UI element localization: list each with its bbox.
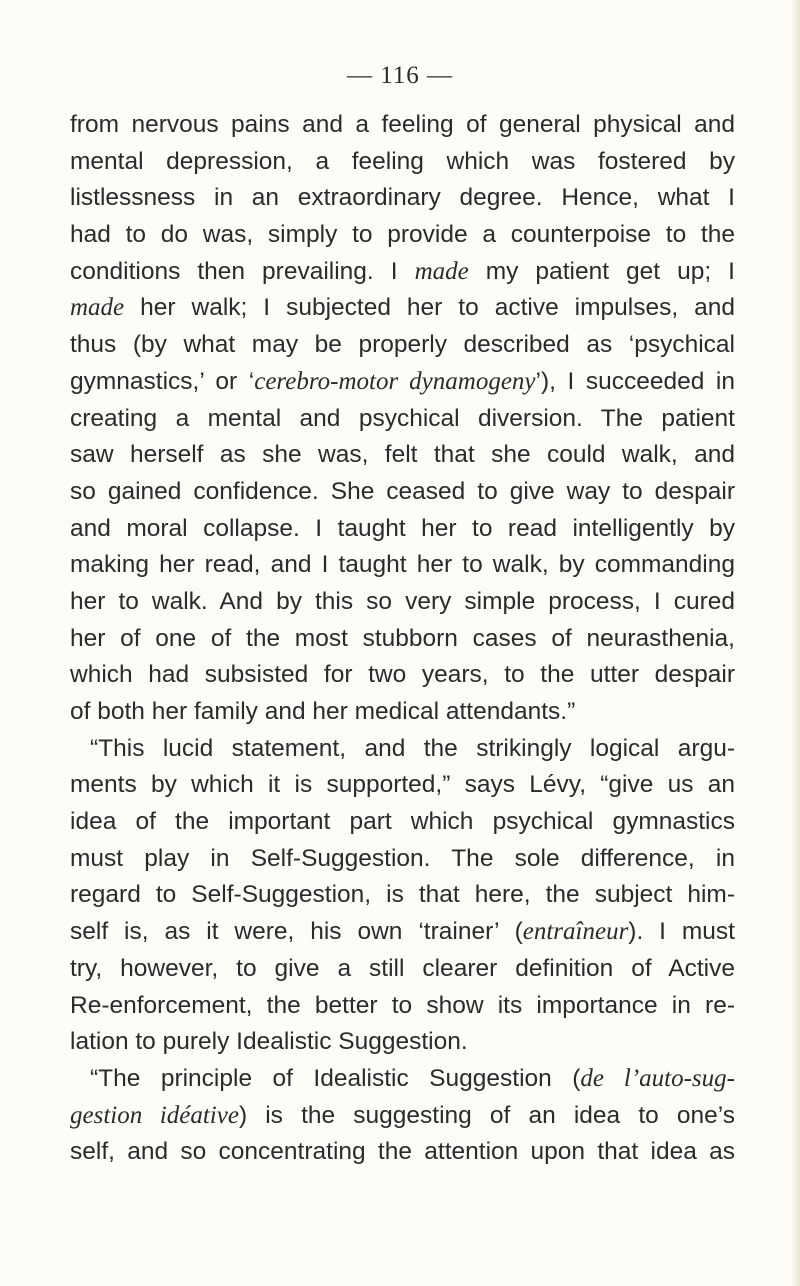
text-line: her of one of the most stubborn cases of neurasthenia, — [70, 624, 735, 652]
text-line: “The principle of Idealistic Suggestion (de l’auto-sug- — [90, 1064, 735, 1092]
page-edge — [790, 0, 800, 1286]
text-line: self is, as it were, his own ‘trainer’ (entraîneur). I must — [70, 918, 735, 946]
text-line: her to walk. And by this so very simple process, I cured — [70, 587, 735, 615]
text-line: gymnastics,’ or ‘cerebro-motor dynamogeny’), I succeeded in — [70, 367, 735, 395]
page-number: — 116 — — [346, 62, 454, 89]
text-line: conditions then prevailing. I made my patient get up; I — [70, 257, 735, 285]
text-line: idea of the important part which psychical gymnastics — [70, 808, 735, 836]
text-line: and moral collapse. I taught her to read intelligently by — [70, 514, 735, 542]
text-line: of both her family and her medical attendants.” — [70, 698, 576, 725]
text-line: making her read, and I taught her to walk, by commanding — [70, 551, 735, 579]
body-text — [70, 107, 735, 1171]
text-line: which had subsisted for two years, to the utter despair — [70, 661, 735, 689]
text-line: Re-enforcement, the better to show its importance in re- — [70, 991, 735, 1019]
text-line: thus (by what may be properly described as ‘psychical — [70, 331, 735, 359]
text-line: lation to purely Idealistic Suggestion. — [70, 1028, 468, 1056]
text-line: had to do was, simply to provide a counterpoise to the — [70, 221, 735, 249]
text-line: creating a mental and psychical diversion. The patient — [70, 404, 735, 432]
text-line: saw herself as she was, felt that she could walk, and — [70, 441, 735, 469]
text-line: listlessness in an extraordinary degree. Hence, what I — [70, 184, 735, 212]
text-line: self, and so concentrating the attention upon that idea as — [70, 1138, 735, 1166]
text-line: mental depression, a feeling which was fostered by — [70, 147, 735, 175]
text-line: gestion idéative) is the suggesting of an idea to one’s — [70, 1101, 736, 1129]
text-line: “This lucid statement, and the strikingly logical argu- — [90, 734, 735, 762]
text-line: try, however, to give a still clearer definition of Active — [70, 954, 735, 982]
text-line: must play in Self-Suggestion. The sole difference, in — [70, 844, 735, 872]
text-line: made her walk; I subjected her to active impulses, and — [70, 294, 735, 322]
text-line: ments by which it is supported,” says Lévy, “give us an — [70, 771, 735, 799]
text-line: so gained confidence. She ceased to give way to despair — [70, 477, 735, 505]
text-line: regard to Self-Suggestion, is that here, the subject him- — [70, 881, 735, 909]
text-line: from nervous pains and a feeling of general physical and — [70, 111, 735, 138]
